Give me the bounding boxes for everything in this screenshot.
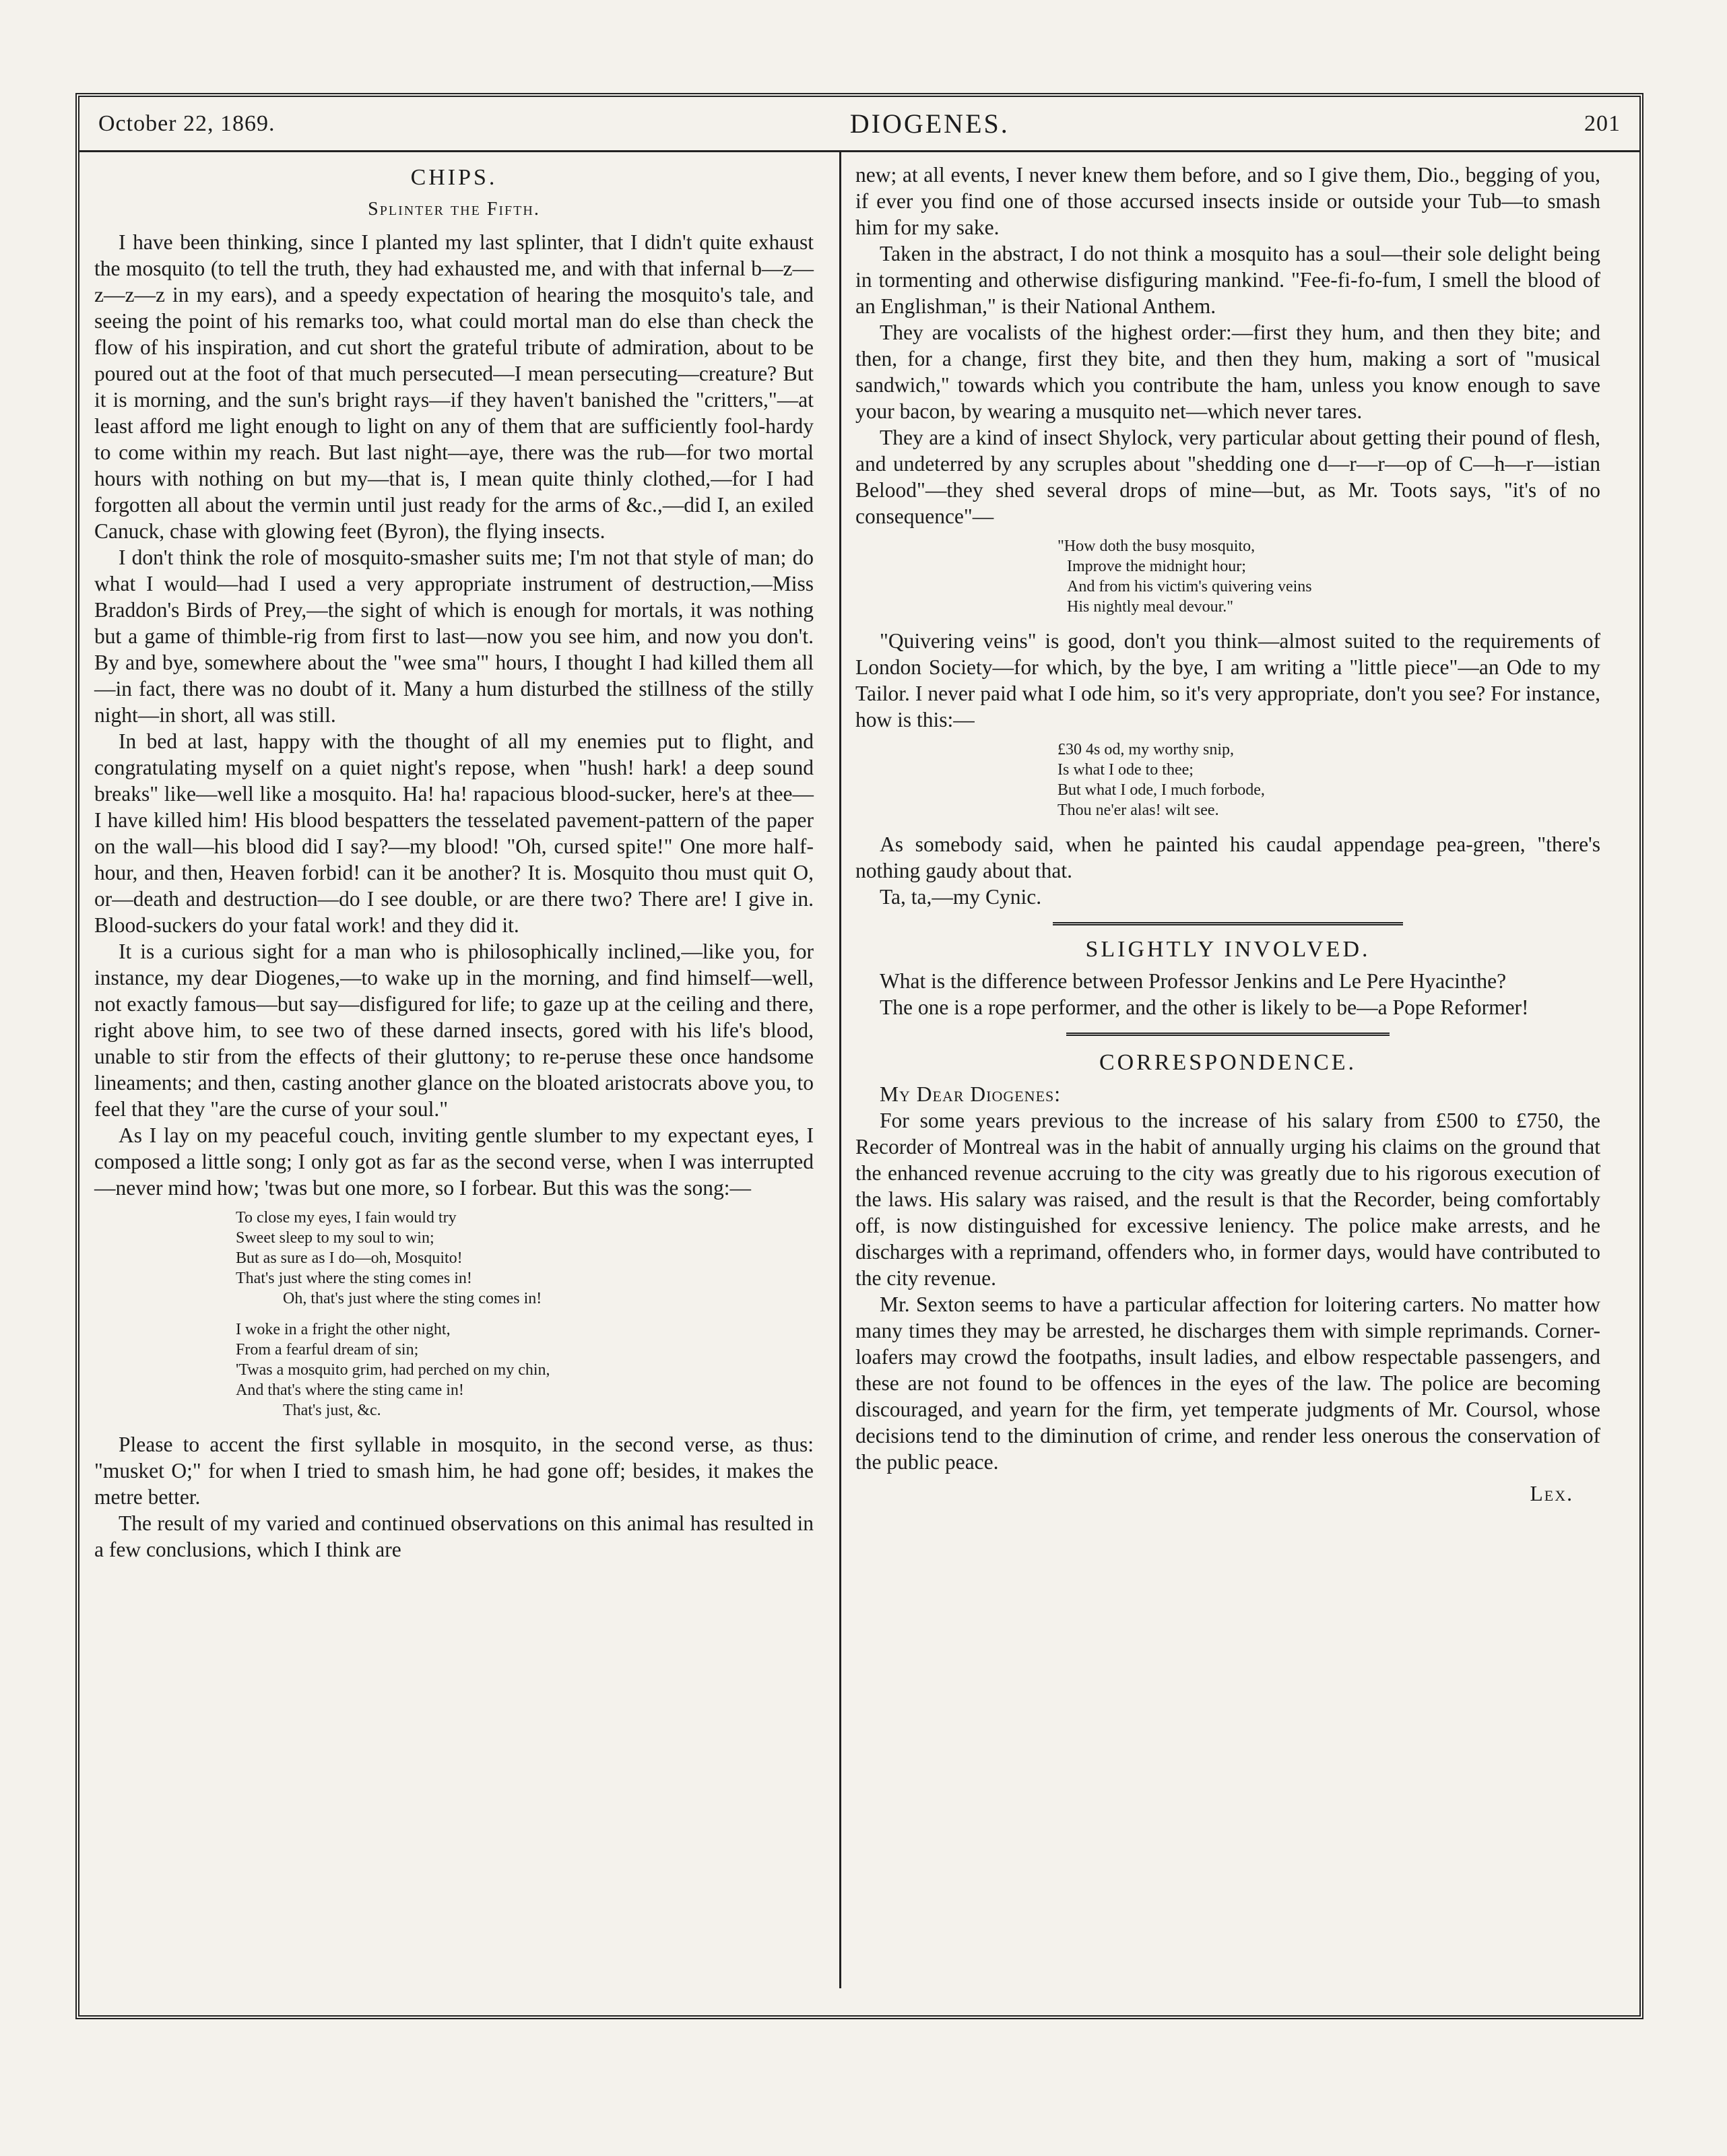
chips-paragraph-9: Taken in the abstract, I do not think a mosquito has a soul—their sole delight being in tormenting and otherwise disfiguring mankind. "Fee-fi-fo-fum, I smell the blood of an Englishman," is their National Anthem.: [855, 242, 1600, 318]
verse-line: £30 4s od, my worthy snip,: [1057, 741, 1235, 758]
verse-line: "How doth the busy mosquito,: [1057, 537, 1256, 555]
left-column: [94, 162, 814, 1988]
letter-signature: Lex.: [1530, 1482, 1573, 1505]
letter-paragraph-2: Mr. Sexton seems to have a particular affection for loitering carters. No matter how many times they may be arrested, he discharges them with simple reprimands. Corner-loafers may crowd the footpaths, insult ladies, and elbow respectable passengers, and these are not found to be offences in the eyes of the law. The police are becoming discouraged, and yearn for the firm, yet temperate judgments of Mr. Coursol, whose decisions tend to the diminution of crime, and render less onerous the conservation of the public peace.: [855, 1293, 1600, 1474]
verse-line: But what I ode, I much forbode,: [1057, 781, 1265, 799]
chips-paragraph-13: As somebody said, when he painted his caudal appendage pea-green, "there's nothing gaudy about that.: [855, 832, 1600, 882]
chips-paragraph-7: The result of my varied and continued observations on this animal has resulted in a few conclusions, which I think are: [94, 1511, 814, 1561]
verse-line: Thou ne'er alas! wilt see.: [1057, 802, 1219, 819]
verse-line: Sweet sleep to my soul to win;: [236, 1229, 434, 1247]
chips-subheadline: Splinter the Fifth.: [368, 199, 540, 220]
verse-line: From a fearful dream of sin;: [236, 1341, 419, 1359]
verse-line: That's just where the sting comes in!: [236, 1270, 472, 1287]
verse-line: To close my eyes, I fain would try: [236, 1209, 457, 1227]
page-header: [79, 97, 1639, 152]
column-divider: [839, 152, 841, 1988]
chips-paragraph-11: They are a kind of insect Shylock, very particular about getting their pound of flesh, and undeterred by any scruples about "shedding one d—r—r—op of C—h—r—istian Belood"—they shed several drops of mine—but, as Mr. Toots says, "it's of no consequence"—: [855, 426, 1600, 528]
chips-headline: CHIPS.: [410, 165, 498, 190]
verse-line: His nightly meal devour.": [1067, 598, 1234, 616]
tailor-ode-verse: [855, 740, 1600, 820]
involved-answer: The one is a rope performer, and the other is likely to be—a Pope Reformer!: [880, 995, 1529, 1019]
section-divider: [1053, 922, 1403, 925]
right-column: [855, 162, 1600, 1988]
letter-paragraph-1: For some years previous to the increase of his salary from £500 to £750, the Recorder of Montreal was in the habit of annually urging his claims on the ground that the enhanced revenue accruing to the city was greatly due to his rigorous execution of the laws. His salary was raised, and the result is that the Recorder, being comfortably off, is now distinguished for excessive leniency. The police make arrests, and he discharges with a reprimand, offenders who, in former days, would have contributed to the city revenue.: [855, 1109, 1600, 1290]
verse-line: Improve the midnight hour;: [1067, 558, 1246, 575]
verse-line: 'Twas a mosquito grim, had perched on my chin,: [236, 1361, 550, 1379]
busy-mosquito-verse: [855, 536, 1600, 617]
chips-paragraph-4: It is a curious sight for a man who is philosophically inclined,—like you, for instance, my dear Diogenes,—to wake up in the morning, and find himself—well, not exactly famous—but say—disfigured for life; to gaze up at the ceiling and there, right above him, to see two of these darned insects, gored with his life's blood, unable to stir from the effects of their gluttony; to re-peruse these once handsome lineaments; and then, casting another glance on the bloated aristocrats above you, to feel that they "are the curse of your soul.": [94, 940, 814, 1121]
chips-sign-off: Ta, ta,—my Cynic.: [880, 885, 1042, 909]
song-verse-2: [94, 1319, 814, 1420]
chips-paragraph-3: In bed at last, happy with the thought of all my enemies put to flight, and congratulating myself on a quiet night's repose, when "hush! hark! a deep sound breaks" like—well like a mosquito. Ha! ha! rapacious blood-sucker, here's at thee—I have killed him! His blood bespatters the tesselated pavement-pattern of the paper on the wall—his blood did I say?—my blood! "Oh, cursed spite!" One more half-hour, and then, Heaven forbid! can it be another? It is. Mosquito thou must quit O, or—death and destruction—do I see double, or are there two? There are! I give in. Blood-suckers do your fatal work! and they did it.: [94, 729, 814, 937]
newspaper-page: [75, 93, 1643, 2019]
verse-line: Is what I ode to thee;: [1057, 761, 1194, 779]
chips-paragraph-1: I have been thinking, since I planted my last splinter, that I didn't quite exhaust the mosquito (to tell the truth, they had exhausted me, and with that infernal b—z—z—z—z in my ears), and a speedy expectation of hearing the mosquito's tale, and seeing the point of his remarks too, what could mortal man do else than check the flow of his inspiration, and cut short the grateful tribute of admiration, about to be poured out at the foot of that much persecuted—I mean persecuting—creature? But it is morning, and the sun's bright rays—if they haven't banished the "critters,"—at least afford me light enough to light on any of them that are sufficiently fool-hardy to come within my reach. But last night—aye, there was the rub—for two mortal hours with nothing on but my—that is, I mean quite thinly clothed,—for I had forgotten all about the vermin until just ready for the arms of &c.,—did I, an exiled Canuck, chase with glowing feet (Byron), the flying insects.: [94, 230, 814, 543]
chips-paragraph-12: "Quivering veins" is good, don't you think—almost suited to the requirements of London Society—for which, by the bye, I am writing a "little piece"—an Ode to my Tailor. I never paid what I ode him, so it's very appropriate, don't you see? For instance, how is this:—: [855, 629, 1600, 731]
verse-line: That's just, &c.: [283, 1402, 381, 1419]
chips-paragraph-5: As I lay on my peaceful couch, inviting gentle slumber to my expectant eyes, I composed a little song; I only got as far as the second verse, when I was interrupted—never mind how; 'twas but one more, so I forbear. But this was the song:—: [94, 1123, 814, 1200]
chips-paragraph-2: I don't think the role of mosquito-smasher suits me; I'm not that style of man; do what I would—had I used a very appropriate instrument of destruction,—Miss Braddon's Birds of Prey,—the sight of which is enough for mortals, it was nothing but a game of thimble-rig from first to last—now you see him, and now you don't. By and bye, somewhere about the "wee sma'" hours, I thought I had killed them all—in fact, there was no doubt of it. Many a hum disturbed the stillness of the stilly night—in short, all was still.: [94, 546, 814, 727]
verse-line: Oh, that's just where the sting comes in!: [283, 1290, 542, 1307]
verse-line: And from his victim's quivering veins: [1067, 578, 1312, 595]
section-divider: [1066, 1033, 1390, 1036]
involved-question: What is the difference between Professor Jenkins and Le Pere Hyacinthe?: [880, 969, 1507, 993]
masthead-title: DIOGENES.: [849, 108, 1010, 139]
verse-line: I woke in a fright the other night,: [236, 1321, 451, 1338]
verse-line: But as sure as I do—oh, Mosquito!: [236, 1249, 463, 1267]
chips-paragraph-6: Please to accent the first syllable in mosquito, in the second verse, as thus: "musket O;" for when I tried to smash him, he had gone off; besides, it makes the metre better.: [94, 1433, 814, 1509]
correspondence-headline: CORRESPONDENCE.: [1099, 1050, 1357, 1075]
involved-headline: SLIGHTLY INVOLVED.: [1085, 937, 1371, 962]
issue-date: October 22, 1869.: [98, 110, 275, 136]
chips-paragraph-8: new; at all events, I never knew them before, and so I give them, Dio., begging of you, if ever you find one of those accursed insects inside or outside your Tub—to smash him for my sake.: [855, 163, 1600, 239]
verse-line: And that's where the sting came in!: [236, 1381, 464, 1399]
letter-salutation: My Dear Diogenes:: [880, 1082, 1061, 1106]
page-number: 201: [1584, 110, 1621, 136]
chips-paragraph-10: They are vocalists of the highest order:—first they hum, and then they bite; and then, for a change, first they bite, and then they hum, making a sort of "musical sandwich," towards which you contribute the ham, unless you know enough to save your bacon, by wearing a musquito net—which never tares.: [855, 321, 1600, 423]
song-verse-1: [94, 1208, 814, 1309]
